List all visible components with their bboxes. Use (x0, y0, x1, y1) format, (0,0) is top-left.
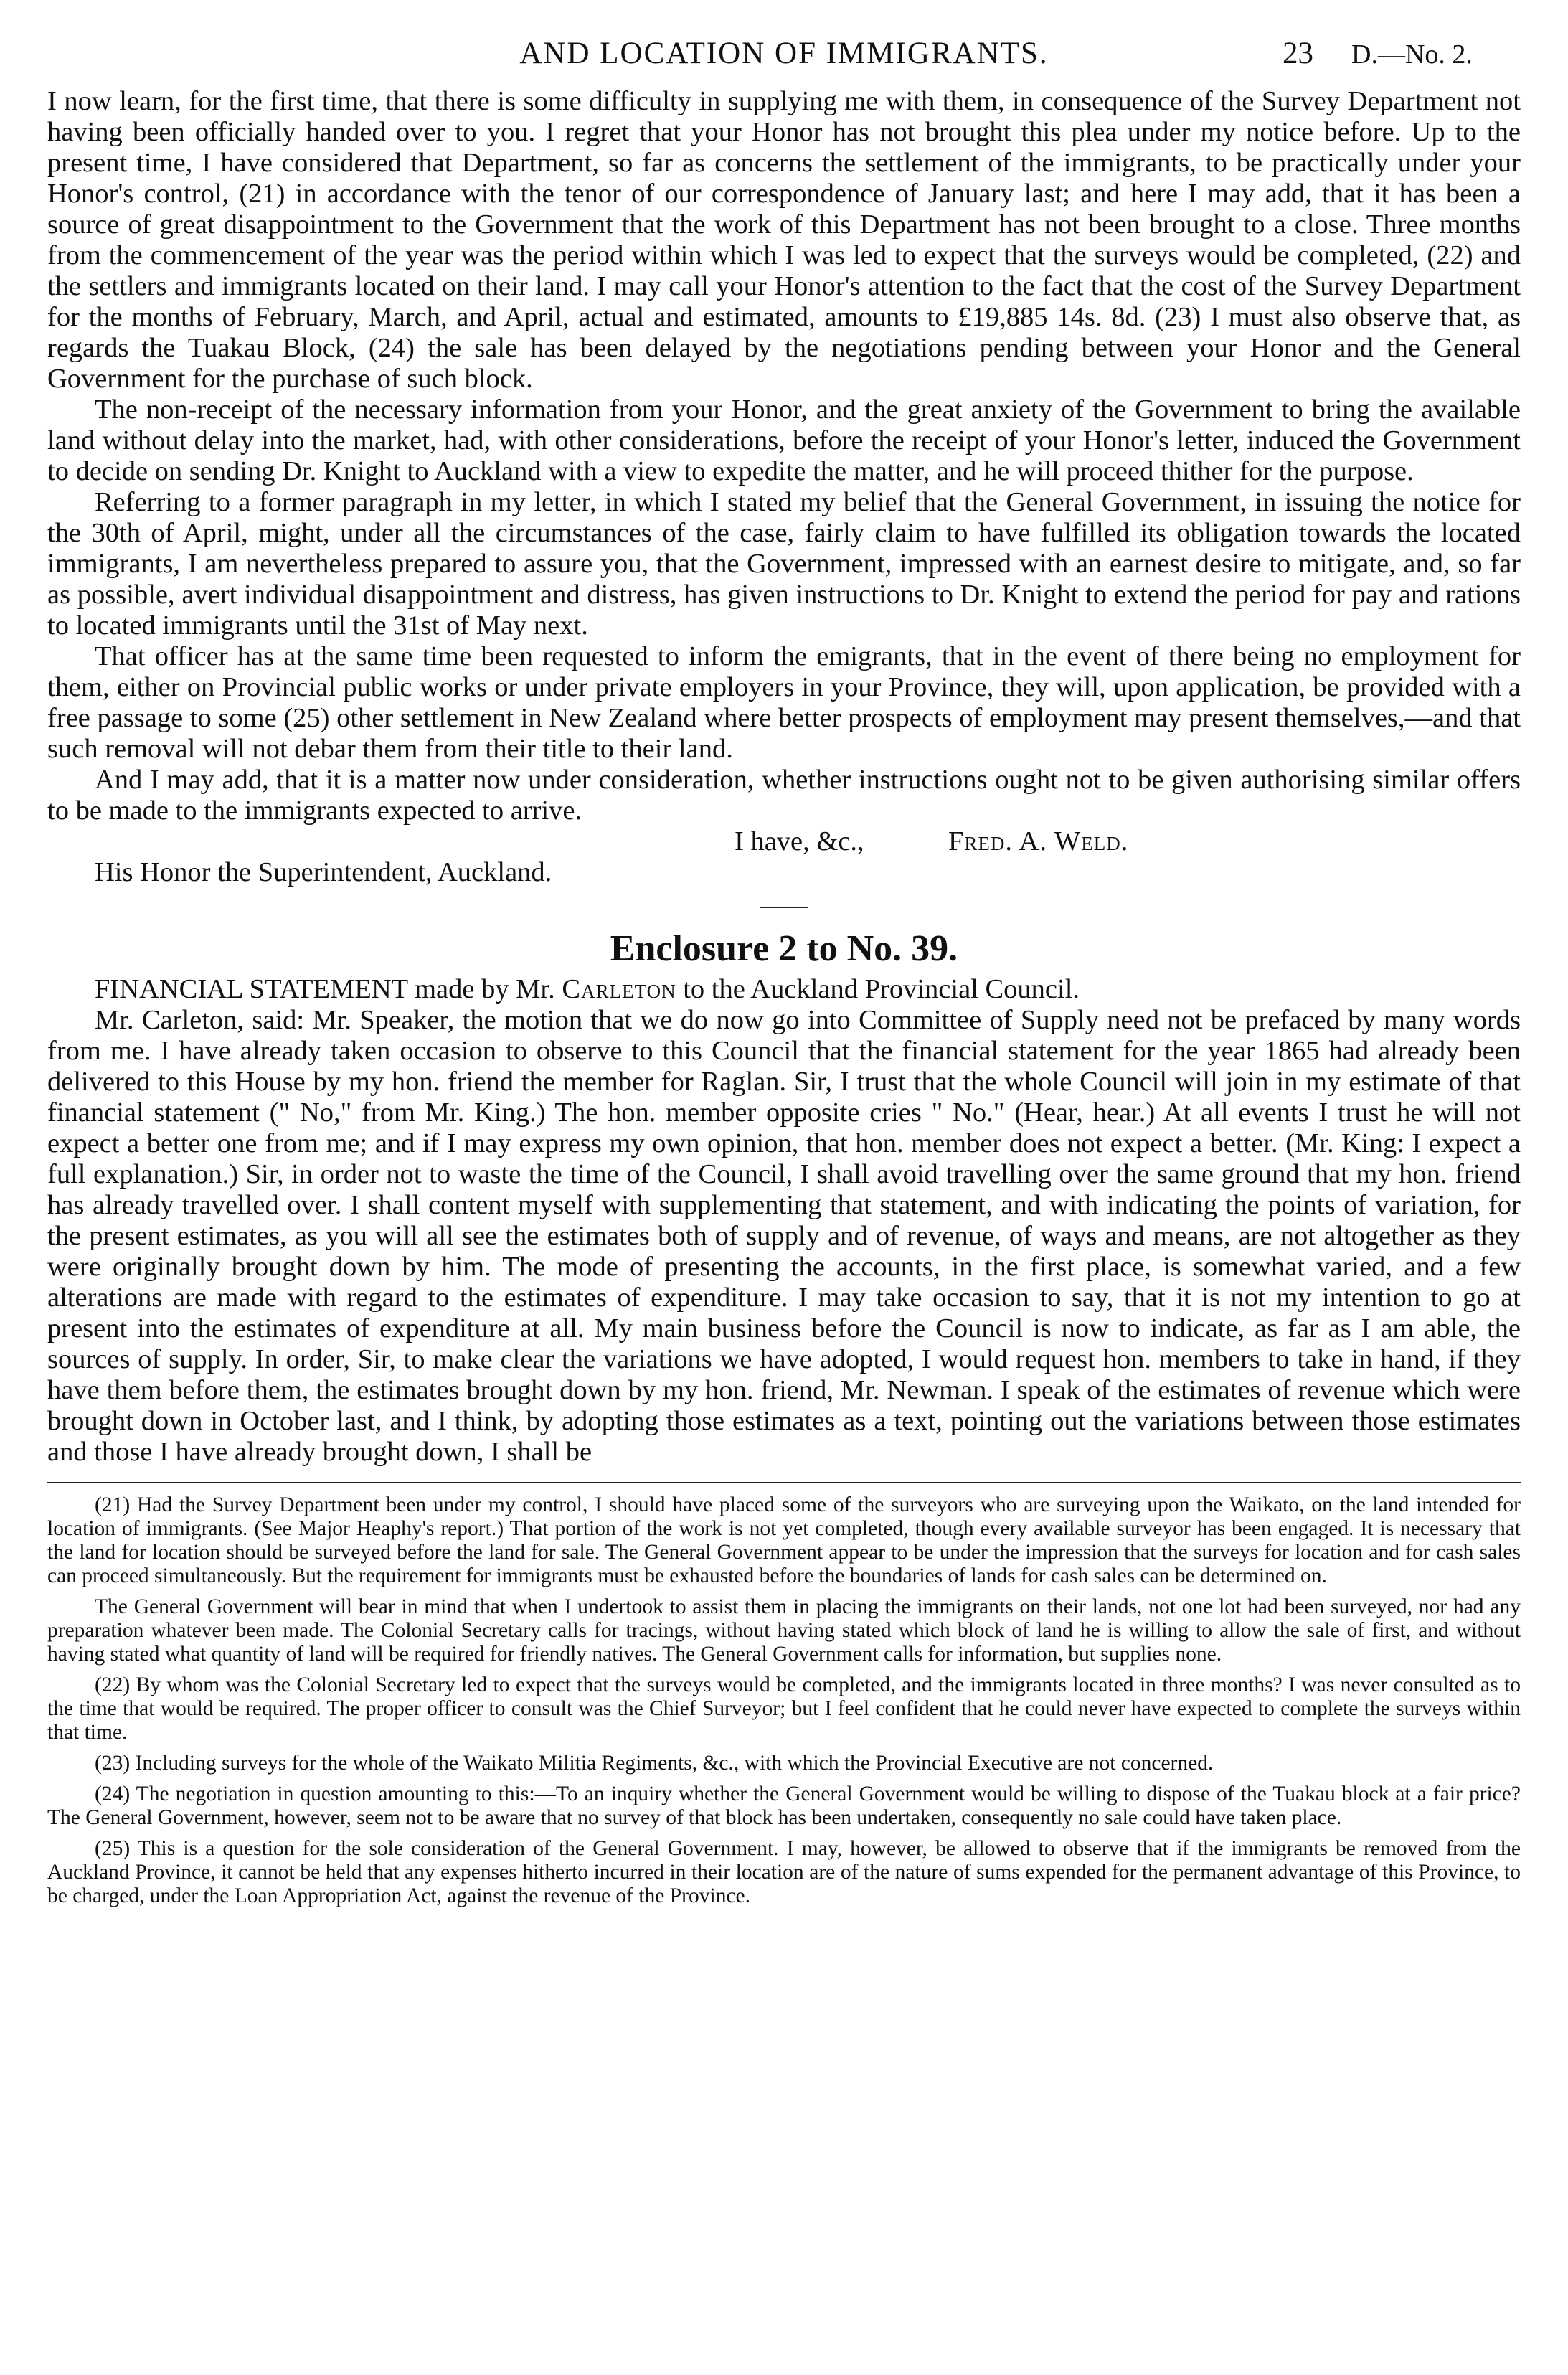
document-reference: D.—No. 2. (1351, 39, 1473, 70)
footnote: (22) By whom was the Colonial Secretary led to expect that the surveys would be completed, and the immigrants located in three months? I was never consulted as to the time that would be required. The proper officer to consult was the Chief Surveyor; but I feel confident that he could never have expected to complete the surveys within that time. (47, 1673, 1521, 1744)
closing-phrase: I have, &c., (735, 826, 864, 856)
letter-paragraph: That officer has at the same time been requested to inform the emigrants, that in the event of there being no employment for them, either on Provincial public works or under private employers in your Province, they will, upon application, be provided with a free passage to some (25) other settlement in New Zealand where better prospects of employment may present themselves,—and that such removal will not debar them from their title to their land. (47, 641, 1521, 764)
enclosure-subtitle (47, 974, 1521, 1005)
running-head: AND LOCATION OF IMMIGRANTS. (519, 37, 1049, 70)
letter-closing (47, 826, 1521, 857)
footnote: (23) Including surveys for the whole of the Waikato Militia Regiments, &c., with which the Provincial Executive are not concerned. (95, 1752, 1214, 1775)
addressee: His Honor the Superintendent, Auckland. (95, 857, 552, 887)
letter-paragraph: I now learn, for the first time, that there is some difficulty in supplying me with them, in consequence of the Survey Department not having been officially handed over to you. I regret that your Honor has not brought this plea under my notice before. Up to the present time, I have considered that Department, so far as concerns the settlement of the immigrants, to be practically under your Honor's control, (21) in accordance with the tenor of our correspondence of January last; and here I may add, that it has been a source of great disappointment to the Government that the work of this Department has not been brought to a close. Three months from the commencement of the year was the period within which I was led to expect that the surveys would be completed, (22) and the settlers and immigrants located on their land. I may call your Honor's attention to the fact that the cost of the Survey Department for the months of February, March, and April, actual and estimated, amounts to £19,885 14s. 8d. (23) I must also observe that, as regards the Tuakau Block, (24) the sale has been delayed by the negotiations pending between your Honor and the General Government for the purchase of such block. (47, 86, 1521, 394)
letter-paragraph: The non-receipt of the necessary information from your Honor, and the great anxiety of the Government to bring the available land without delay into the market, had, with other considerations, before the receipt of your Honor's letter, induced the Government to decide on sending Dr. Knight to Auckland with a view to expedite the matter, and he will proceed thither for the purpose. (47, 395, 1521, 486)
footnote: (25) This is a question for the sole consideration of the General Government. I may, however, be allowed to observe that if the immigrants be removed from the Auckland Province, it cannot be held that any expenses hitherto incurred in their location are of the nature of sums expended for the permanent advantage of this Province, to be charged, under the Loan Appropriation Act, against the revenue of the Province. (47, 1837, 1521, 1907)
signature: Fred. A. Weld. (948, 826, 1129, 856)
subtitle-suffix: to the Auckland Provincial Council. (683, 974, 1080, 1004)
page-header (47, 0, 1521, 86)
speech-paragraph: Mr. Carleton, said: Mr. Speaker, the motion that we do now go into Committee of Supply need not be prefaced by many words from me. I have already taken occasion to observe to this Council that the financial statement for the year 1865 had already been delivered to this House by my hon. friend the member for Raglan. Sir, I trust that the whole Council will join in my estimate of that financial statement (" No," from Mr. King.) The hon. member opposite cries " No." (Hear, hear.) At all events I trust he will not expect a better one from me; and if I may express my own opinion, that hon. member does not expect a better. (Mr. King: I expect a full explanation.) Sir, in order not to waste the time of the Council, I shall avoid travelling over the same ground that my hon. friend has already travelled over. I shall content myself with supplementing that statement, and with indicating the points of variation, for the present estimates, as you will all see the estimates both of supply and of revenue, of ways and means, are not altogether as they were originally brought down by him. The mode of presenting the accounts, in the first place, is somewhat varied, and a few alterations are made with regard to the estimates of expenditure. I may take occasion to say, that it is not my intention to go at present into the estimates of expenditure at all. My main business before the Council is now to indicate, as far as I am able, the sources of supply. In order, Sir, to make clear the variations we have adopted, I would request hon. members to take in hand, if they have them before them, the estimates brought down by my hon. friend, Mr. Newman. I speak of the estimates of revenue which were brought down in October last, and I think, by adopting those estimates as a text, pointing out the variations between those estimates and those I have already brought down, I shall be (47, 1005, 1521, 1467)
footnote: The General Government will bear in mind that when I undertook to assist them in placing the immigrants on their lands, not one lot had been surveyed, nor had any preparation whatever been made. The Colonial Secretary calls for tracings, without having stated which block of land he is willing to allow the sale of first, and without having stated what quantity of land will be required for friendly natives. The General Government calls for information, but supplies none. (47, 1595, 1521, 1666)
footnote: (21) Had the Survey Department been under my control, I should have placed some of the surveyors who are surveying upon the Waikato, on the land intended for location of immigrants. (See Major Heaphy's report.) That portion of the work is not yet completed, though every available surveyor has been engaged. It is necessary that the land for location should be surveyed before the land for sale. The General Government appear to be under the impression that the surveys for location and for cash sales can proceed simultaneously. But the requirement for immigrants must be exhausted before the boundaries of lands for cash sales can be determined on. (47, 1493, 1521, 1587)
speech-body (47, 1005, 1521, 1468)
section-divider (760, 907, 808, 908)
footnotes (47, 1493, 1521, 1908)
letter-paragraph: And I may add, that it is a matter now under consideration, whether instructions ought not to be given authorising similar offers to be made to the immigrants expected to arrive. (47, 765, 1521, 826)
subtitle-name: Carleton (562, 974, 676, 1004)
letter-body (47, 86, 1521, 826)
document-page (47, 0, 1521, 1915)
subtitle-prefix: FINANCIAL STATEMENT made by Mr. (95, 974, 555, 1004)
footnote-divider (47, 1482, 1521, 1483)
letter-paragraph: Referring to a former paragraph in my letter, in which I stated my belief that the General Government, in issuing the notice for the 30th of April, might, under all the circumstances of the case, fairly claim to have fulfilled its obligation towards the located immigrants, I am nevertheless prepared to assure you, that the Government, impressed with an earnest desire to mitigate, and, so far as possible, avert individual disappointment and distress, has given instructions to Dr. Knight to extend the period for pay and rations to located immigrants until the 31st of May next. (47, 487, 1521, 641)
page-number: 23 (1283, 37, 1313, 70)
footnote: (24) The negotiation in question amounting to this:—To an inquiry whether the General Government would be willing to dispose of the Tuakau block at a fair price? The General Government, however, seem not to be aware that no survey of that block has been undertaken, consequently no sale could have taken place. (47, 1783, 1521, 1829)
enclosure-title: Enclosure 2 to No. 39. (610, 928, 958, 969)
